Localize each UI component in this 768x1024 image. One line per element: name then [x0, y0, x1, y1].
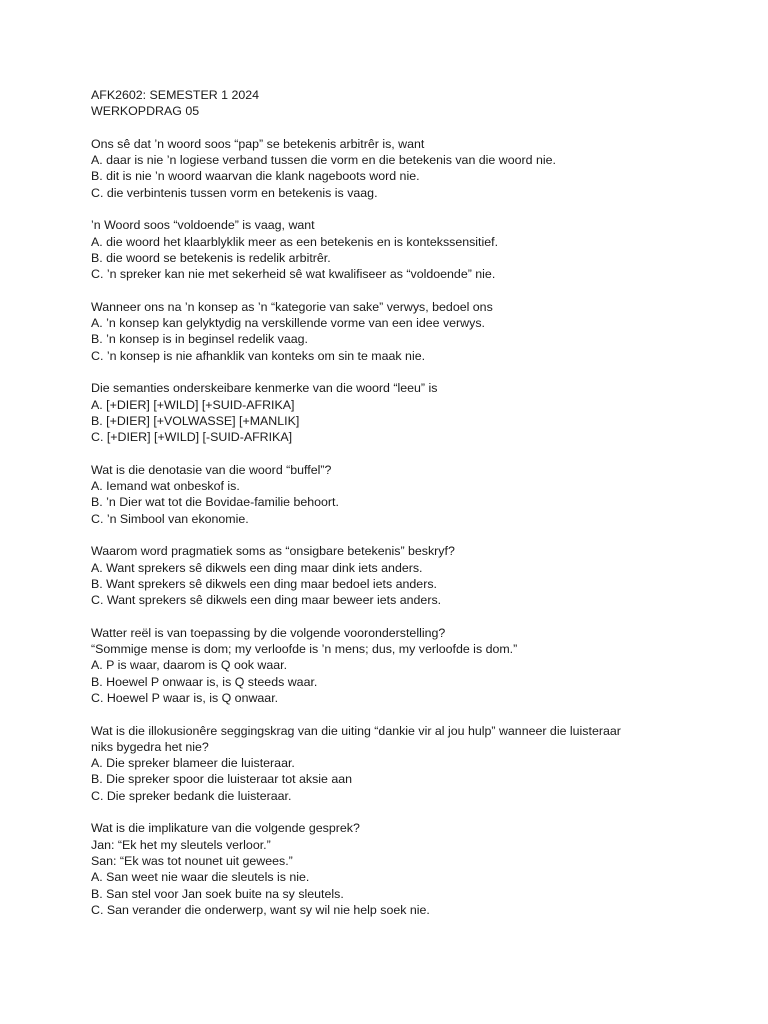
answer-option: A. die woord het klaarblyklik meer as een betekenis en is kontekssensitief.: [91, 234, 499, 249]
answer-option: C. Die spreker bedank die luisteraar.: [91, 788, 292, 803]
question-text: Ons sê dat ’n woord soos “pap” se betekenis arbitrêr is, want: [91, 136, 425, 151]
answer-option: A. P is waar, daarom is Q ook waar.: [91, 658, 288, 673]
question-text: Wat is die denotasie van die woord “buffel”?: [91, 462, 332, 477]
answer-option: B. San stel voor Jan soek buite na sy sleutels.: [91, 886, 344, 901]
answer-option: B. ’n konsep is in beginsel redelik vaag.: [91, 332, 308, 347]
answer-option: A. Want sprekers sê dikwels een ding maar dink iets anders.: [91, 560, 423, 575]
assignment-title: WERKOPDRAG 05: [91, 104, 200, 119]
question-text: Watter reël is van toepassing by die volgende vooronderstelling?: [91, 625, 446, 640]
question-text: Wanneer ons na ’n konsep as ’n “kategorie van sake” verwys, bedoel ons: [91, 299, 493, 314]
answer-option: C. ’n konsep is nie afhanklik van konteks om sin te maak nie.: [91, 348, 426, 363]
question-text: ’n Woord soos “voldoende” is vaag, want: [91, 218, 315, 233]
question-list: [91, 136, 691, 918]
answer-option: A. ’n konsep kan gelyktydig na verskillende vorme van een idee verwys.: [91, 316, 485, 331]
answer-option: A. San weet nie waar die sleutels is nie.: [91, 870, 310, 885]
header-spacer: [91, 120, 691, 136]
question-block: [91, 299, 691, 364]
document-header: [91, 87, 691, 120]
answer-option: C. Want sprekers sê dikwels een ding maar beweer iets anders.: [91, 593, 442, 608]
answer-option: A. Die spreker blameer die luisteraar.: [91, 756, 295, 771]
question-text: San: “Ek was tot nounet uit gewees.”: [91, 853, 293, 868]
answer-option: A. Iemand wat onbeskof is.: [91, 479, 240, 494]
question-block: [91, 462, 691, 527]
answer-option: B. Want sprekers sê dikwels een ding maar bedoel iets anders.: [91, 576, 437, 591]
answer-option: C. ’n Simbool van ekonomie.: [91, 511, 249, 526]
answer-option: C. [+DIER] [+WILD] [-SUID-AFRIKA]: [91, 430, 293, 445]
answer-option: A. daar is nie ’n logiese verband tussen die vorm en die betekenis van die woord nie.: [91, 153, 556, 168]
answer-option: B. Die spreker spoor die luisteraar tot aksie aan: [91, 772, 353, 787]
answer-option: B. [+DIER] [+VOLWASSE] [+MANLIK]: [91, 413, 300, 428]
answer-option: B. Hoewel P onwaar is, is Q steeds waar.: [91, 674, 318, 689]
question-text: Jan: “Ek het my sleutels verloor.”: [91, 837, 271, 852]
question-block: [91, 543, 691, 608]
question-block: [91, 625, 691, 706]
question-block: [91, 136, 691, 201]
answer-option: C. ’n spreker kan nie met sekerheid sê wat kwalifiseer as “voldoende” nie.: [91, 267, 496, 282]
answer-option: C. Hoewel P waar is, is Q onwaar.: [91, 690, 279, 705]
question-block: [91, 820, 691, 918]
course-code-line: AFK2602: SEMESTER 1 2024: [91, 88, 260, 102]
question-block: [91, 217, 691, 282]
question-text: Die semanties onderskeibare kenmerke van die woord “leeu” is: [91, 381, 438, 396]
answer-option: B. ’n Dier wat tot die Bovidae-familie behoort.: [91, 495, 339, 510]
answer-option: B. dit is nie ’n woord waarvan die klank nageboots word nie.: [91, 169, 420, 184]
question-text: Wat is die illokusionêre seggingskrag van die uiting “dankie vir al jou hulp” wanneer die luisteraar: [91, 723, 621, 738]
question-block: [91, 380, 691, 445]
question-text: Wat is die implikature van die volgende gesprek?: [91, 821, 360, 836]
answer-option: A. [+DIER] [+WILD] [+SUID-AFRIKA]: [91, 397, 295, 412]
document-page: [91, 87, 691, 934]
answer-option: B. die woord se betekenis is redelik arbitrêr.: [91, 250, 331, 265]
question-text: Waarom word pragmatiek soms as “onsigbare betekenis” beskryf?: [91, 544, 455, 559]
question-block: [91, 723, 691, 804]
question-text: “Sommige mense is dom; my verloofde is ’n mens; dus, my verloofde is dom.”: [91, 642, 518, 657]
answer-option: C. San verander die onderwerp, want sy wil nie help soek nie.: [91, 902, 430, 917]
answer-option: C. die verbintenis tussen vorm en betekenis is vaag.: [91, 185, 378, 200]
question-text: niks bygedra het nie?: [91, 739, 209, 754]
